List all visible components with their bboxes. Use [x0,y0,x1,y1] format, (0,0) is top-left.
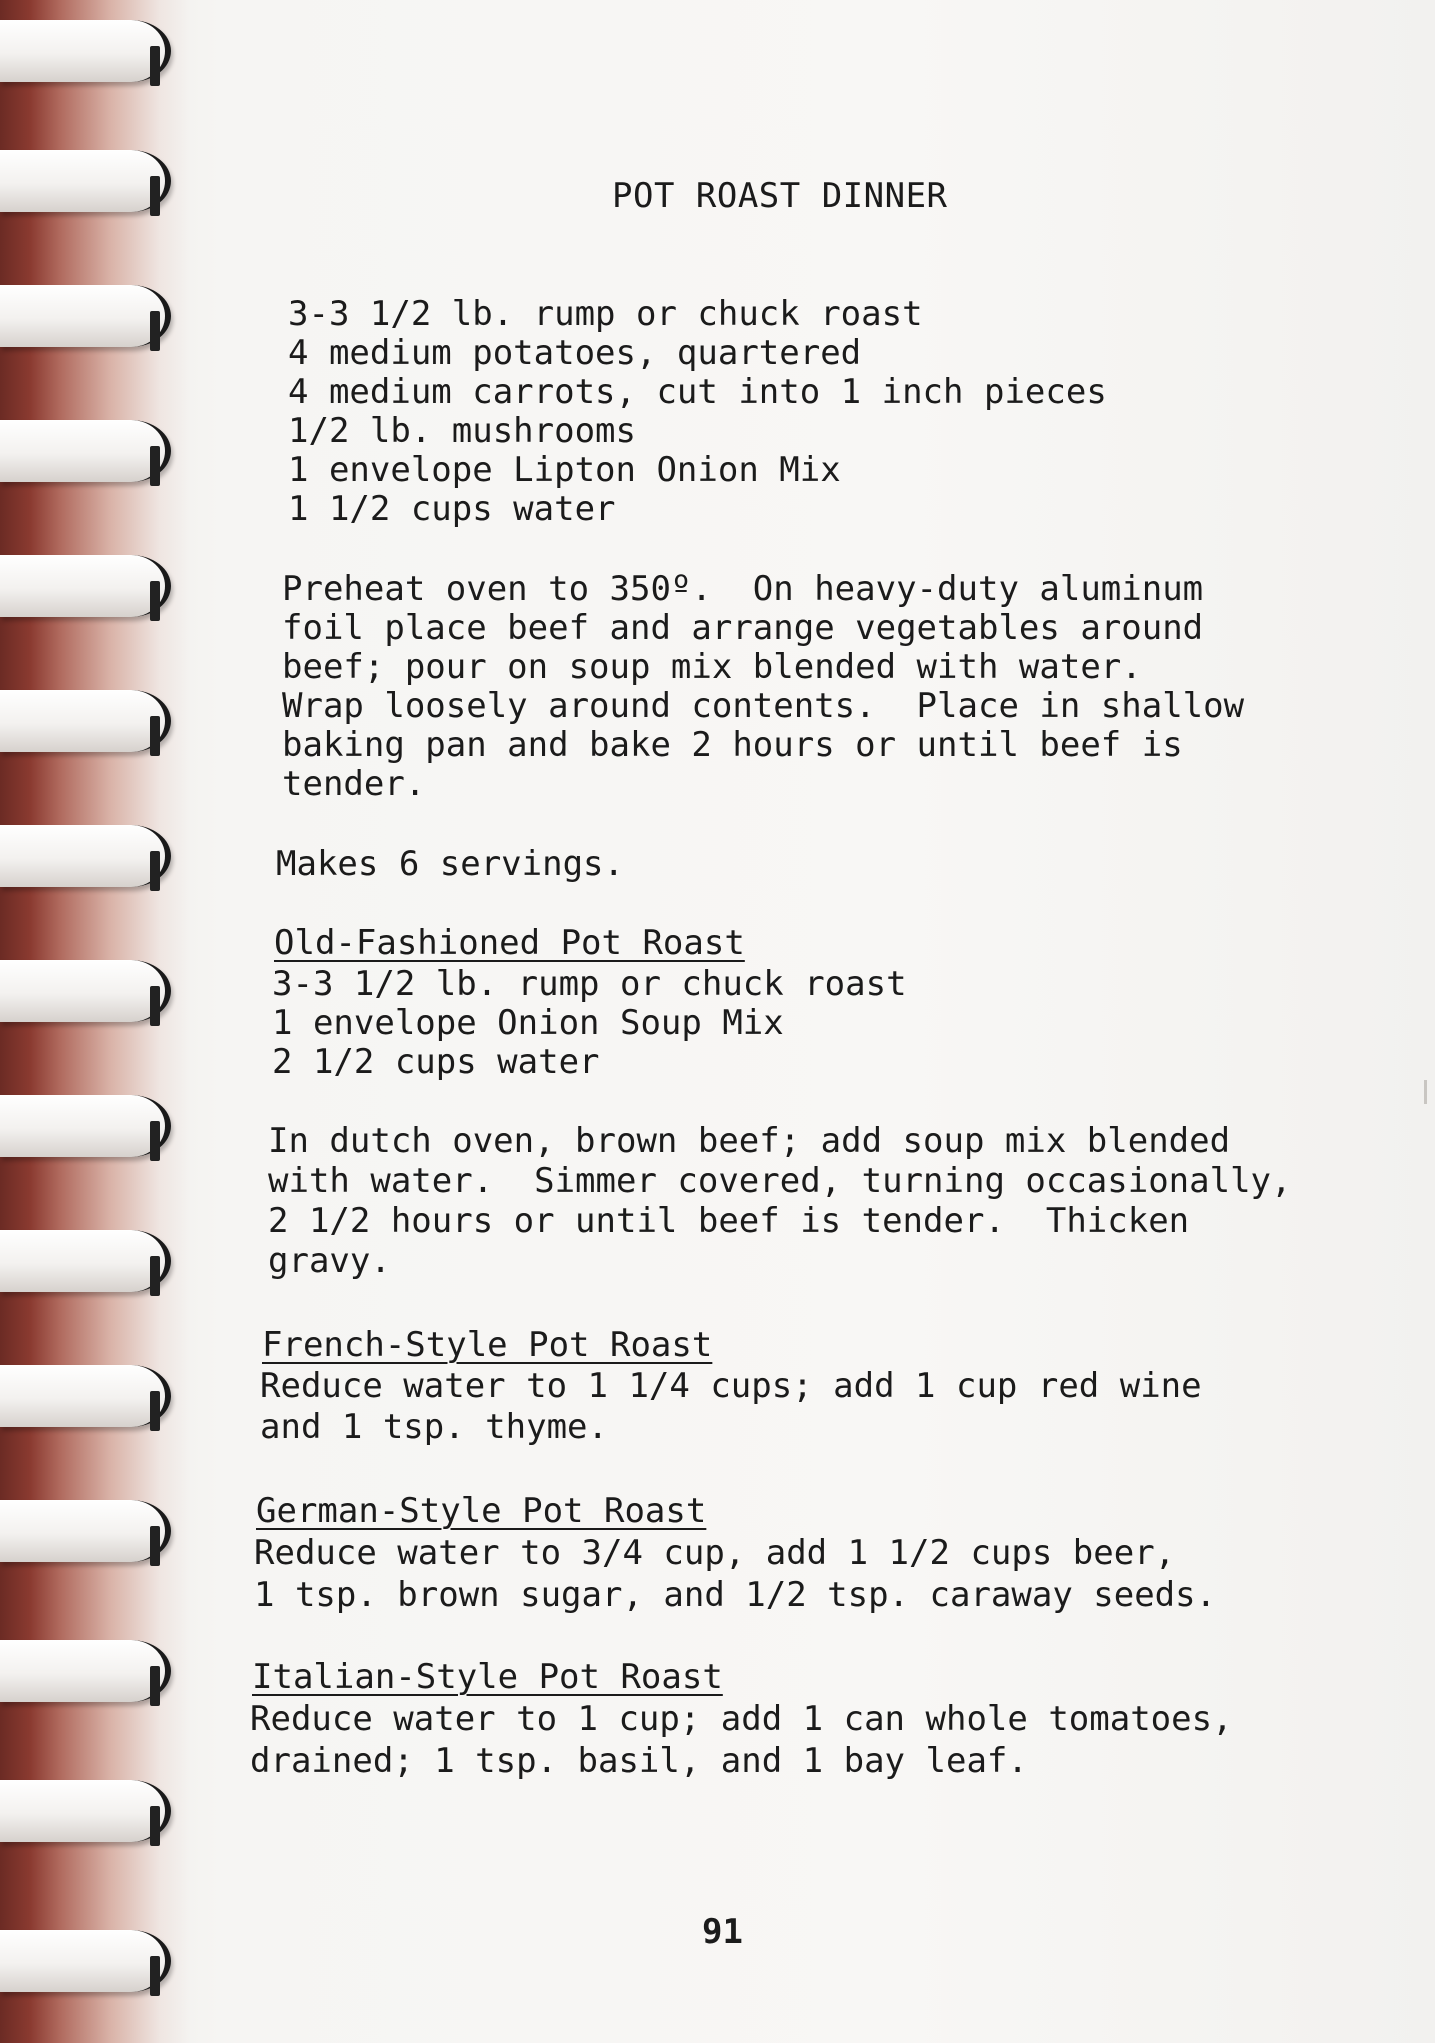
direction-line: 2 1/2 hours or until beef is tender. Thicken [268,1201,1190,1241]
ingredient-line: 3-3 1/2 lb. rump or chuck roast [272,964,907,1004]
ingredient-line: 4 medium potatoes, quartered [288,333,862,373]
direction-line: Preheat oven to 350º. On heavy-duty aluminum [282,569,1204,609]
variation-heading: Italian-Style Pot Roast [252,1657,723,1697]
direction-line: foil place beef and arrange vegetables around [282,608,1204,648]
binding-coil [0,420,175,482]
page-edge-mark [1424,1080,1427,1104]
binding-coil [0,1095,175,1157]
recipe-title: POT ROAST DINNER [612,176,948,216]
binding-coil [0,285,175,347]
binding-coil [0,1365,175,1427]
binding-coil [0,1640,175,1702]
direction-line: Wrap loosely around contents. Place in shallow [282,686,1245,726]
spiral-binding [0,0,190,2043]
direction-line: In dutch oven, brown beef; add soup mix blended [268,1121,1231,1161]
direction-line: with water. Simmer covered, turning occasionally, [268,1161,1292,1201]
binding-coil [0,20,175,82]
ingredient-line: 1 1/2 cups water [288,489,616,529]
direction-line: beef; pour on soup mix blended with water. [282,647,1142,687]
ingredient-line: 4 medium carrots, cut into 1 inch pieces [288,372,1107,412]
direction-line: baking pan and bake 2 hours or until beef is [282,725,1183,765]
variation-heading: German-Style Pot Roast [256,1491,707,1531]
variation-line: 1 tsp. brown sugar, and 1/2 tsp. caraway seeds. [254,1575,1217,1615]
direction-line: tender. [282,764,426,804]
ingredient-line: 2 1/2 cups water [272,1042,600,1082]
binding-coil [0,555,175,617]
binding-coil [0,1500,175,1562]
binding-coil [0,960,175,1022]
variation-heading: French-Style Pot Roast [262,1325,713,1365]
servings-note: Makes 6 servings. [276,844,624,884]
ingredient-line: 1 envelope Lipton Onion Mix [288,450,841,490]
variation-heading: Old-Fashioned Pot Roast [274,923,745,963]
binding-coil [0,1930,175,1992]
binding-coil [0,1230,175,1292]
variation-line: Reduce water to 3/4 cup, add 1 1/2 cups beer, [254,1533,1176,1573]
binding-coil [0,690,175,752]
ingredient-line: 1 envelope Onion Soup Mix [272,1003,784,1043]
page-number: 91 [702,1912,743,1952]
binding-coil [0,150,175,212]
variation-line: Reduce water to 1 1/4 cups; add 1 cup red wine [260,1366,1202,1406]
variation-line: Reduce water to 1 cup; add 1 can whole tomatoes, [250,1699,1233,1739]
variation-line: drained; 1 tsp. basil, and 1 bay leaf. [250,1741,1028,1781]
ingredient-line: 1/2 lb. mushrooms [288,411,636,451]
binding-coil [0,825,175,887]
binding-coil [0,1780,175,1842]
variation-line: and 1 tsp. thyme. [260,1407,608,1447]
direction-line: gravy. [268,1241,391,1281]
ingredient-line: 3-3 1/2 lb. rump or chuck roast [288,294,923,334]
